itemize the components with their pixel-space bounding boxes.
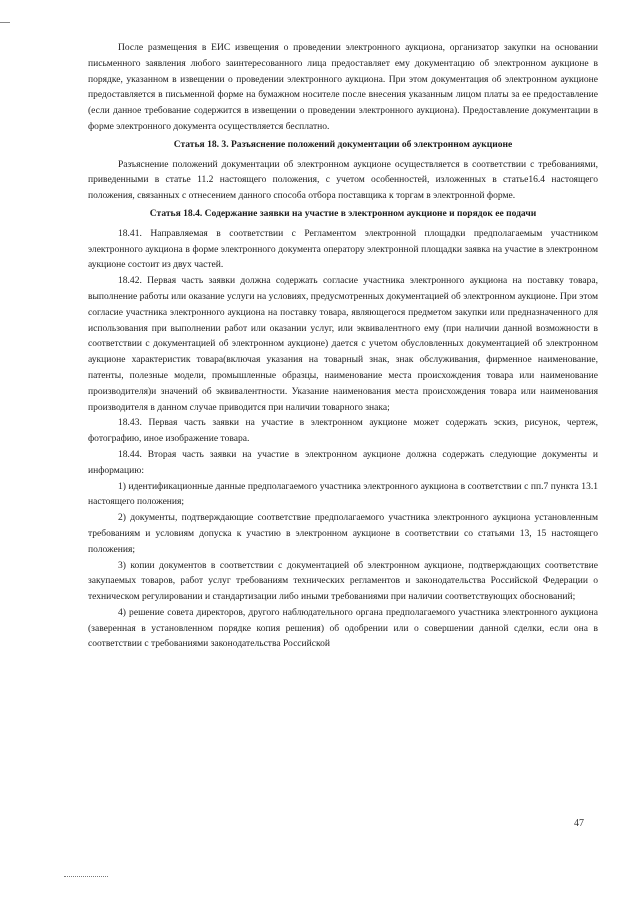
list-item-4: 4) решение совета директоров, другого наблюдательного органа предполагаемого участника электронного аукциона (заверенная в установленном порядке копия решения) об одобрении или о совершении данной сделки, если она в соответствии с требованиями законодательства Российской xyxy=(88,606,598,650)
page-number: 47 xyxy=(574,818,584,829)
article-18-3-heading: Статья 18. 3. Разъяснение положений документации об электронном аукционе xyxy=(173,138,513,150)
article-18-4-heading: Статья 18.4. Содержание заявки на участие в электронном аукционе и порядок ее подачи xyxy=(149,207,537,219)
clause-18-41: 18.41. Направляемая в соответствии с Регламентом электронной площадки предполагаемым участником электронного аукциона в форме электронного документа оператору электронной площадки заявка на участие в электронном аукционе состоит из двух частей. xyxy=(88,227,598,271)
scan-artifact-top xyxy=(0,22,10,23)
clause-18-43: 18.43. Первая часть заявки на участие в электронном аукционе может содержать эскиз, рисунок, чертеж, фотографию, иное изображение товара. xyxy=(88,417,598,445)
document-page xyxy=(88,40,598,652)
scan-artifact-bottom xyxy=(64,876,108,877)
clause-18-44: 18.44. Вторая часть заявки на участие в электронном аукционе должна содержать следующие документы и информацию: xyxy=(88,448,598,476)
article-18-3-paragraph: Разъяснение положений документации об электронном аукционе осуществляется в соответствии с требованиями, приведенными в статье 11.2 настоящего положения, с учетом особенностей, изложенных в статье16.4 настоящего положения, связанных с отнесением данного способа отбора поставщика к торгам в электронной форме. xyxy=(88,158,598,202)
list-item-2: 2) документы, подтверждающие соответствие предполагаемого участника электронного аукциона установленным требованиям и условиям допуска к участию в электронном аукционе в соответствии со статьями 13, 15 настоящего положения; xyxy=(88,512,598,555)
list-item-3: 3) копии документов в соответствии с документацией об электронном аукционе, подтверждающих соответствие закупаемых товаров, работ услуг требованиям технических регламентов и законодательства Российской Федерации о техническом регулировании и стандартизации либо иными требованиями при наличии соответствующих обоснований; xyxy=(88,559,598,603)
intro-paragraph: После размещения в ЕИС извещения о проведении электронного аукциона, организатор закупки на основании письменного заявления любого заинтересованного лица предоставляет ему документацию об электронном аукционе в порядке, указанном в извещении о проведении электронного аукциона. При этом документация об электронном аукционе предоставляется в письменной форме на бумажном носителе после внесения указанным лицом платы за ее предоставление (если данное требование содержится в извещении о проведении электронного аукциона). Предоставление документации в форме электронного документа осуществляется бесплатно. xyxy=(88,42,598,132)
list-item-1: 1) идентификационные данные предполагаемого участника электронного аукциона в соответствии с пп.7 пункта 13.1 настоящего положения; xyxy=(88,480,598,508)
clause-18-42: 18.42. Первая часть заявки должна содержать согласие участника электронного аукциона на поставку товара, выполнение работы или оказание услуги на условиях, предусмотренных документацией об электронном аукционе. При этом согласие участника электронного аукциона на поставку товара, являющегося предметом закупки или предназначенного для использования при выполнении работ или оказании услуг, или эквивалентного ему (при наличии данной возможности в соответствии с документацией об электронном аукционе) дается с учетом обусловленных документацией об электронном аукционе характеристик товара(включая указания на товарный знак, знак обслуживания, фирменное наименование, патенты, полезные модели, промышленные образцы, наименование места происхождения товара или наименование производителя)и значений об эквивалентности. Указание наименования места происхождения товара или наименования производителя в данном случае приводится при наличии товарного знака; xyxy=(88,275,598,413)
